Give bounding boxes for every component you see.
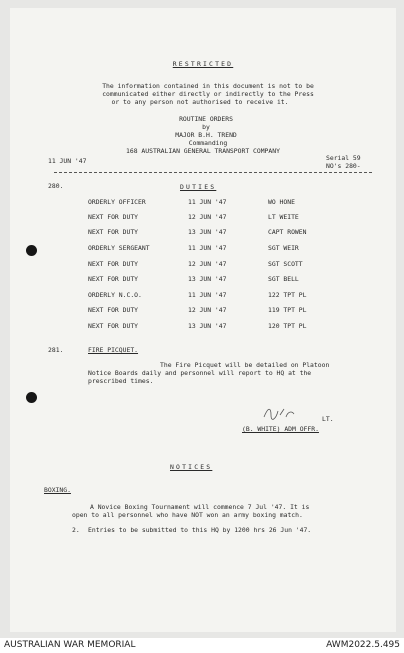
warning-line-3: or to any person not authorised to receive it. <box>111 98 289 106</box>
warning-line-2: communicated either directly or indirectly to the Press <box>102 90 314 98</box>
table-row <box>88 260 378 269</box>
picquet-line-3: prescribed times. <box>88 377 154 385</box>
picquet-line-2: Notice Boards daily and personnel will report to HQ at the <box>88 369 312 377</box>
title-line-1: ROUTINE ORDERS <box>179 115 233 123</box>
duty-role: NEXT FOR DUTY <box>88 213 139 221</box>
duty-name: WO HONE <box>268 198 295 206</box>
duty-role: NEXT FOR DUTY <box>88 306 139 314</box>
punch-hole-top <box>26 245 37 256</box>
duty-name: SGT BELL <box>268 275 299 283</box>
boxing-heading: BOXING. <box>44 486 71 494</box>
table-row <box>88 291 378 300</box>
signature-name: (B. WHITE) ADM OFFR. <box>242 425 319 433</box>
duties-number: 280. <box>48 182 64 190</box>
picquet-line-1: The Fire Picquet will be detailed on Platoon <box>160 361 330 369</box>
duty-date: 13 JUN '47 <box>188 322 227 330</box>
table-row <box>88 244 378 253</box>
table-row <box>88 306 378 315</box>
duty-role: ORDERLY SERGEANT <box>88 244 150 252</box>
notices-heading: NOTICES <box>170 463 213 471</box>
duty-date: 13 JUN '47 <box>188 228 227 236</box>
duty-name: SGT SCOTT <box>268 260 303 268</box>
warning-line-1: The information contained in this document is not to be <box>102 82 314 90</box>
duty-name: LT WEITE <box>268 213 299 221</box>
title-line-4: Commanding <box>188 139 228 147</box>
table-row <box>88 275 378 284</box>
classification-heading: RESTRICTED <box>172 60 234 68</box>
document-date: 11 JUN '47 <box>48 157 87 165</box>
footer-institution: AUSTRALIAN WAR MEMORIAL <box>4 640 136 650</box>
duty-role: NEXT FOR DUTY <box>88 260 139 268</box>
signature-mark <box>262 405 298 421</box>
duties-heading: DUTIES <box>180 183 217 191</box>
document-page <box>10 8 396 632</box>
duty-role: ORDERLY N.C.O. <box>88 291 142 299</box>
entries-number: 2. <box>72 526 80 534</box>
duty-role: NEXT FOR DUTY <box>88 275 139 283</box>
duty-date: 11 JUN '47 <box>188 291 227 299</box>
title-line-5: 168 AUSTRALIAN GENERAL TRANSPORT COMPANY <box>126 147 280 155</box>
table-row <box>88 213 378 222</box>
table-row <box>88 228 378 237</box>
punch-hole-bottom <box>26 392 37 403</box>
duty-role: ORDERLY OFFICER <box>88 198 146 206</box>
duty-date: 11 JUN '47 <box>188 198 227 206</box>
duty-name: 122 TPT PL <box>268 291 307 299</box>
header-divider <box>54 172 372 173</box>
footer-accession-number: AWM2022.5.495 <box>326 640 400 650</box>
picquet-heading: FIRE PICQUET. <box>88 346 139 354</box>
boxing-line-2: open to all personnel who have NOT won an army boxing match. <box>72 511 303 519</box>
duty-name: SGT WEIR <box>268 244 299 252</box>
order-numbers: NO's 280- <box>326 162 361 170</box>
duty-role: NEXT FOR DUTY <box>88 322 139 330</box>
table-row <box>88 198 378 207</box>
picquet-number: 281. <box>48 346 64 354</box>
duty-role: NEXT FOR DUTY <box>88 228 139 236</box>
title-line-3: MAJOR B.H. TREND <box>175 131 237 139</box>
duty-name: CAPT ROWEN <box>268 228 307 236</box>
entries-text: Entries to be submitted to this HQ by 1200 hrs 26 Jun '47. <box>88 526 312 534</box>
duty-date: 11 JUN '47 <box>188 244 227 252</box>
duty-name: 120 TPT PL <box>268 322 307 330</box>
boxing-line-1: A Novice Boxing Tournament will commence 7 Jul '47. It is <box>90 503 310 511</box>
duty-date: 12 JUN '47 <box>188 213 227 221</box>
duty-date: 13 JUN '47 <box>188 275 227 283</box>
duty-date: 12 JUN '47 <box>188 306 227 314</box>
signature-rank: LT. <box>322 415 334 423</box>
duty-name: 119 TPT PL <box>268 306 307 314</box>
duty-date: 12 JUN '47 <box>188 260 227 268</box>
table-row <box>88 322 378 331</box>
archive-footer <box>0 638 404 653</box>
serial-number: Serial 59 <box>326 154 361 162</box>
title-line-2: by <box>202 123 210 131</box>
